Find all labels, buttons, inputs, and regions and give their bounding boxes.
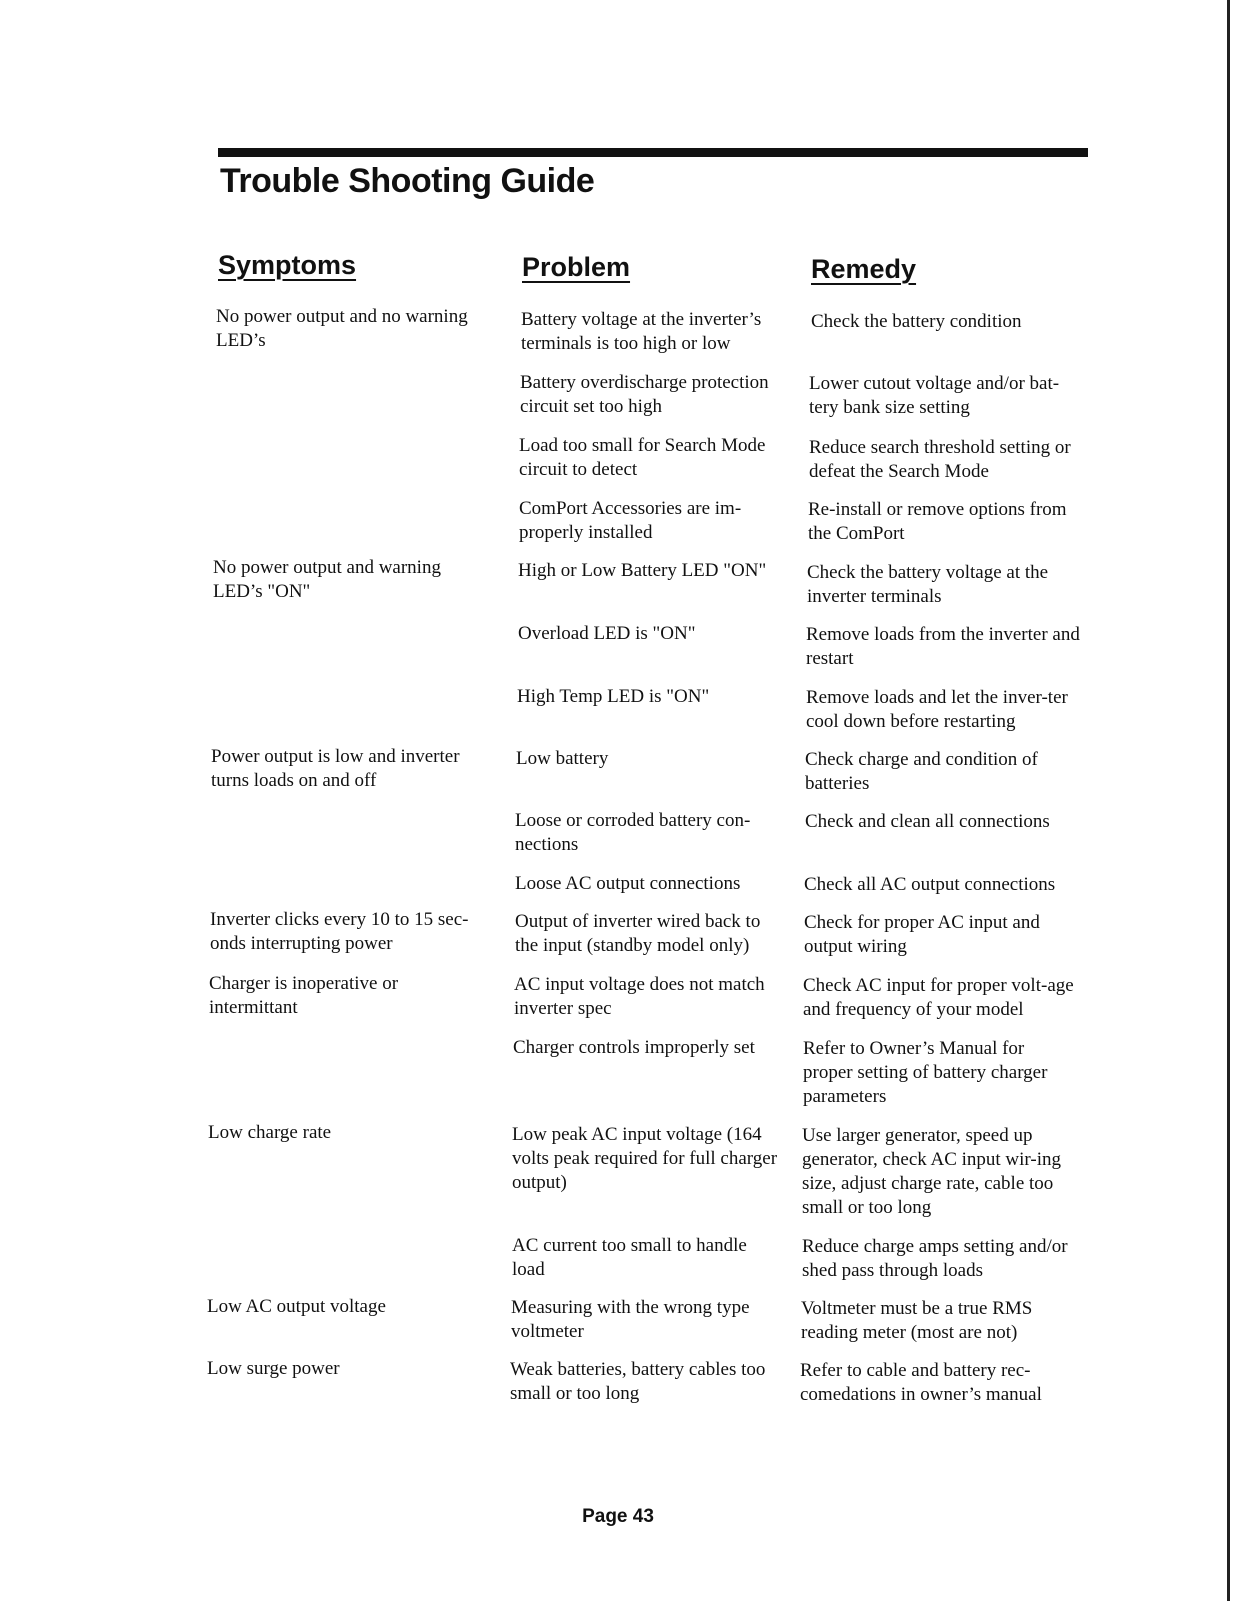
remedy-cell: Check all AC output connections: [804, 874, 1056, 895]
problem-cell: Overload LED is "ON": [518, 623, 696, 644]
problem-cell: Loose or corroded battery con-nections: [515, 810, 751, 855]
problem-cell: Charger controls improperly set: [513, 1037, 755, 1058]
remedy-cell: Check charge and condition of batteries: [805, 749, 1038, 794]
page-number: Page 43: [582, 1506, 654, 1527]
problem-cell: High or Low Battery LED "ON": [518, 560, 767, 581]
symptom-cell: No power output and no warning LED’s: [216, 306, 468, 351]
remedy-cell: Voltmeter must be a true RMS reading meter (most are not): [801, 1298, 1033, 1343]
remedy-cell: Remove loads from the inverter and restart: [806, 624, 1080, 669]
page-title: Trouble Shooting Guide: [220, 162, 595, 200]
remedy-cell: Remove loads and let the inver-ter cool down before restarting: [806, 687, 1068, 732]
page-edge: [1227, 0, 1230, 1601]
problem-cell: Battery voltage at the inverter’s terminals is too high or low: [521, 309, 762, 354]
problem-cell: Output of inverter wired back to the input (standby model only): [515, 911, 761, 956]
header-rule: [218, 148, 1088, 157]
symptom-cell: Low surge power: [207, 1358, 340, 1379]
column-header-problem: Problem: [522, 252, 631, 282]
problem-cell: Low peak AC input voltage (164 volts peak required for full charger output): [512, 1124, 778, 1193]
remedy-cell: Check the battery voltage at the inverter terminals: [807, 562, 1049, 607]
problem-cell: High Temp LED is "ON": [517, 686, 710, 707]
symptom-cell: Low charge rate: [208, 1122, 332, 1143]
remedy-cell: Refer to Owner’s Manual for proper setting of battery charger parameters: [803, 1038, 1048, 1107]
remedy-cell: Reduce charge amps setting and/or shed pass through loads: [802, 1236, 1068, 1281]
remedy-cell: Use larger generator, speed up generator, check AC input wir-ing size, adjust charge rate, cable too small or too long: [802, 1125, 1061, 1218]
remedy-cell: Check and clean all connections: [805, 811, 1050, 832]
remedy-cell: Lower cutout voltage and/or bat-tery bank size setting: [809, 373, 1060, 418]
problem-cell: Measuring with the wrong type voltmeter: [511, 1297, 750, 1342]
problem-cell: Loose AC output connections: [515, 873, 741, 894]
problem-cell: ComPort Accessories are im-properly installed: [519, 498, 742, 543]
symptom-cell: Inverter clicks every 10 to 15 sec-onds interrupting power: [210, 909, 469, 954]
problem-cell: Low battery: [516, 748, 609, 769]
column-header-symptoms: Symptoms: [218, 250, 357, 280]
problem-cell: Battery overdischarge protection circuit set too high: [520, 372, 769, 417]
symptom-cell: Charger is inoperative or intermittant: [209, 973, 399, 1018]
remedy-cell: Reduce search threshold setting or defeat the Search Mode: [809, 437, 1071, 482]
remedy-cell: Check the battery condition: [811, 311, 1022, 332]
symptom-cell: No power output and warning LED’s "ON": [213, 557, 441, 602]
remedy-cell: Check AC input for proper volt-age and frequency of your model: [803, 975, 1074, 1020]
remedy-cell: Check for proper AC input and output wiring: [804, 912, 1040, 957]
problem-cell: Weak batteries, battery cables too small or too long: [510, 1359, 766, 1404]
column-header-remedy: Remedy: [811, 254, 917, 284]
problem-cell: Load too small for Search Mode circuit to detect: [519, 435, 766, 480]
problem-cell: AC current too small to handle load: [512, 1235, 747, 1280]
remedy-cell: Refer to cable and battery rec-comedations in owner’s manual: [800, 1360, 1042, 1405]
symptom-cell: Low AC output voltage: [207, 1296, 386, 1317]
symptom-cell: Power output is low and inverter turns loads on and off: [211, 746, 460, 791]
problem-cell: AC input voltage does not match inverter spec: [514, 974, 765, 1019]
remedy-cell: Re-install or remove options from the ComPort: [808, 499, 1067, 544]
